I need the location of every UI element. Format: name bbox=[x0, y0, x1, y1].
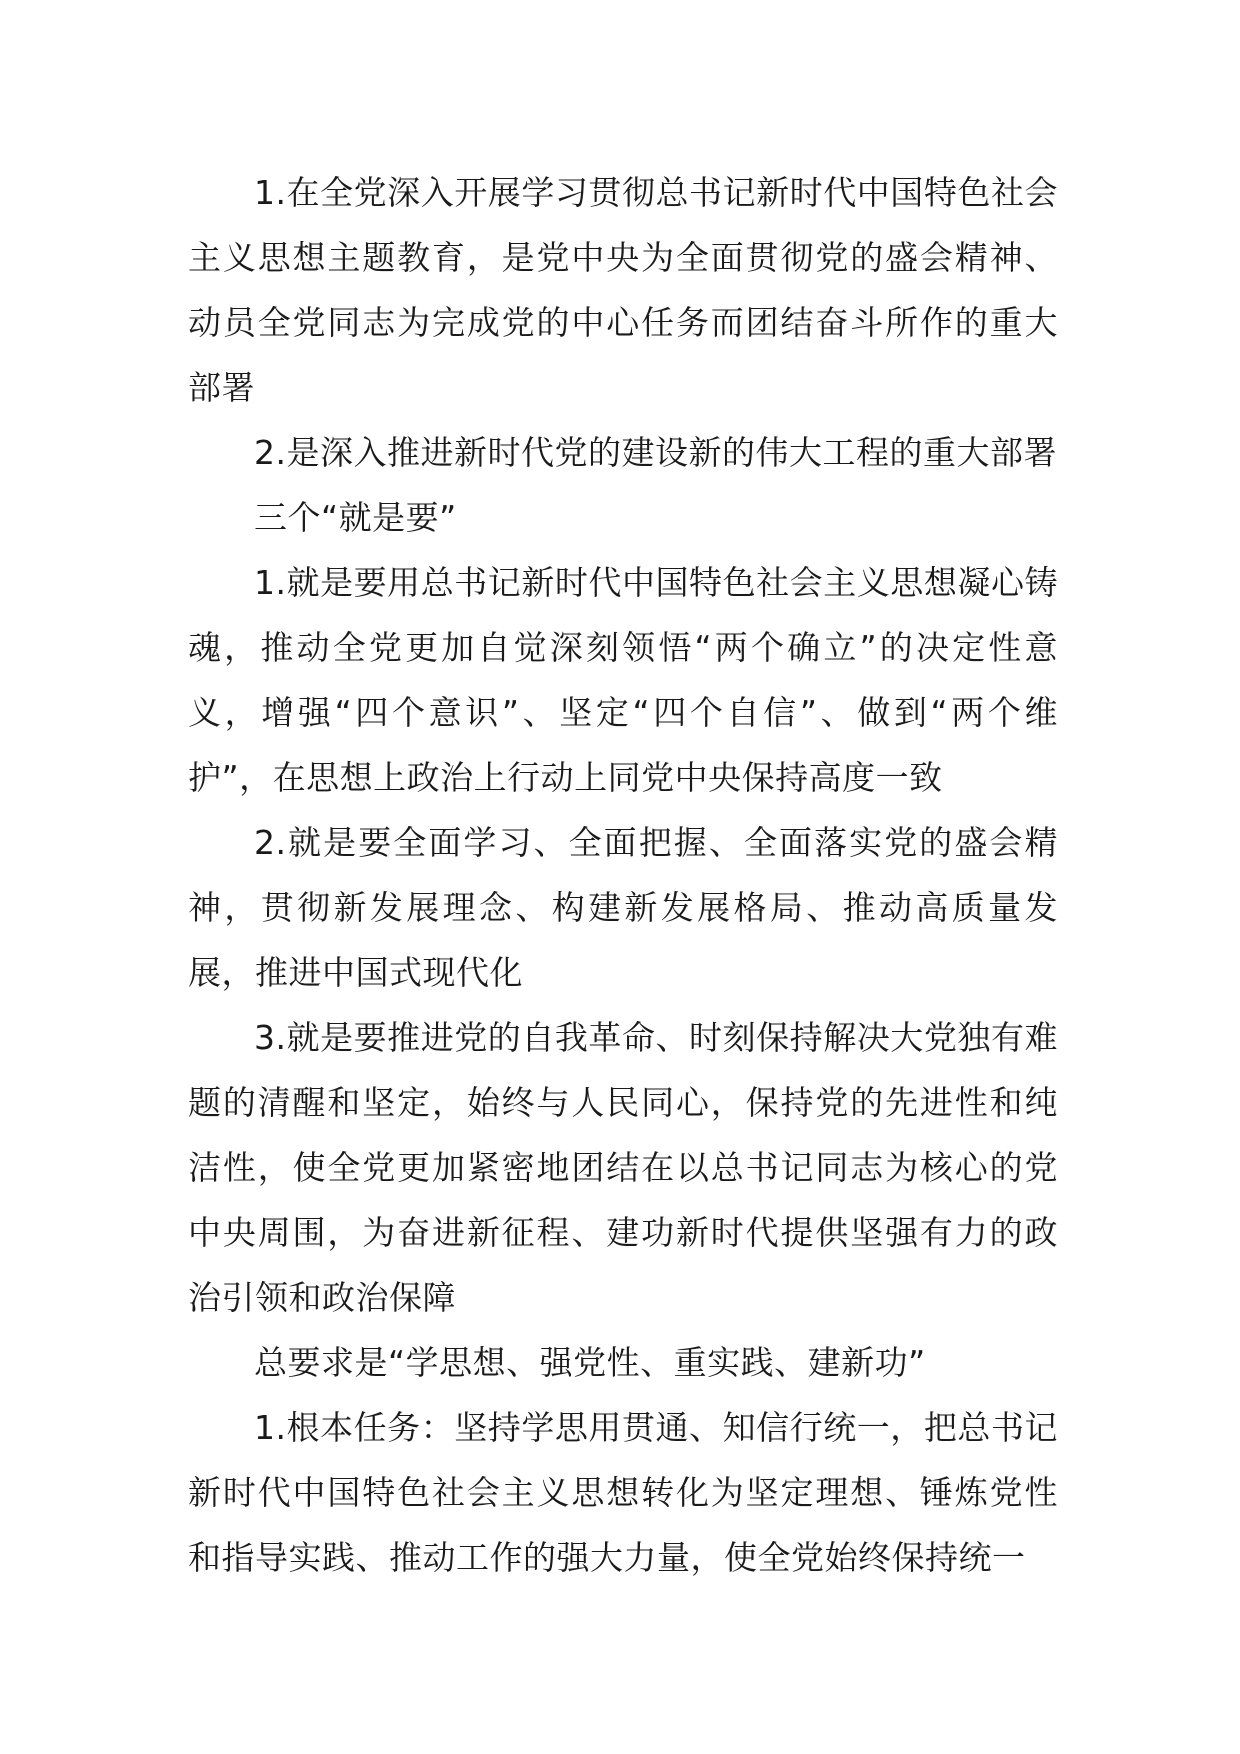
paragraph-4: 2.就是要全面学习、全面把握、全面落实党的盛会精神，贯彻新发展理念、构建新发展格局、推动高质量发展，推进中国式现代化 bbox=[188, 823, 1058, 992]
section-heading-three-musts: 三个“就是要” bbox=[254, 498, 457, 537]
paragraph-3: 1.就是要用总书记新时代中国特色社会主义思想凝心铸魂，推动全党更加自觉深刻领悟“两个确立”的决定性意义，增强“四个意识”、坚定“四个自信”、做到“两个维护”，在思想上政治上行动上同党中央保持高度一致 bbox=[188, 563, 1058, 797]
paragraph-1: 1.在全党深入开展学习贯彻总书记新时代中国特色社会主义思想主题教育，是党中央为全面贯彻党的盛会精神、动员全党同志为完成党的中心任务而团结奋斗所作的重大部署 bbox=[188, 173, 1058, 407]
paragraph-6: 1.根本任务：坚持学思用贯通、知信行统一，把总书记新时代中国特色社会主义思想转化为坚定理想、锤炼党性和指导实践、推动工作的强大力量，使全党始终保持统一 bbox=[188, 1408, 1058, 1577]
document-body bbox=[188, 160, 1058, 1590]
section-heading-general-requirement: 总要求是“学思想、强党性、重实践、建新功” bbox=[254, 1343, 926, 1382]
paragraph-5: 3.就是要推进党的自我革命、时刻保持解决大党独有难题的清醒和坚定，始终与人民同心，保持党的先进性和纯洁性，使全党更加紧密地团结在以总书记同志为核心的党中央周围，为奋进新征程、建功新时代提供坚强有力的政治引领和政治保障 bbox=[188, 1018, 1058, 1317]
paragraph-2: 2.是深入推进新时代党的建设新的伟大工程的重大部署 bbox=[254, 433, 1057, 472]
